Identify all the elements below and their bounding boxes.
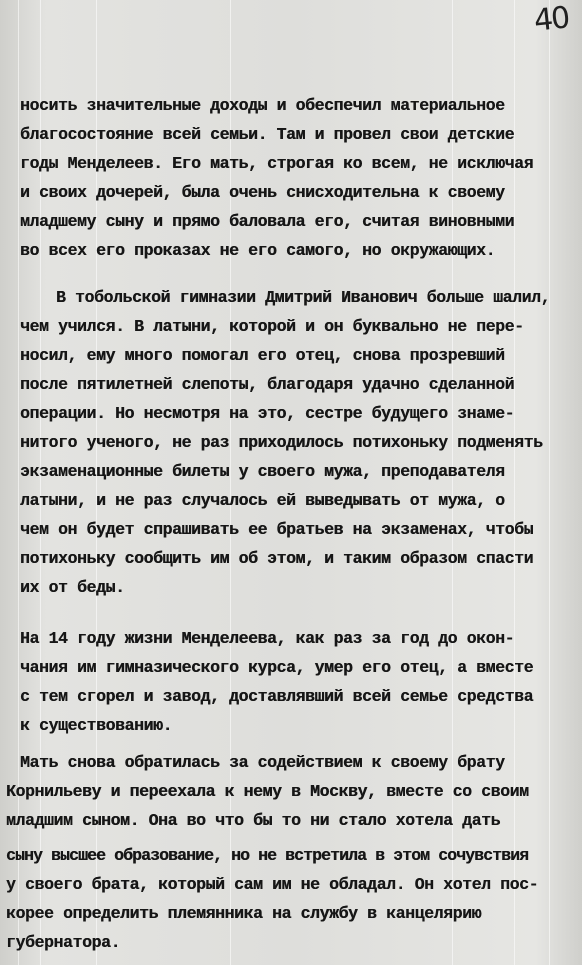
- text-line: благосостояние всей семьи. Там и провел свои детские: [20, 125, 515, 144]
- text-line: годы Менделеев. Его мать, строгая ко всем, не исключая: [20, 154, 534, 173]
- text-line: экзаменационные билеты у своего мужа, преподавателя: [20, 462, 505, 481]
- text-line: младшим сыном. Она во что бы то ни стало хотела дать: [6, 811, 501, 830]
- text-line: чания им гимназического курса, умер его отец, а вместе: [20, 658, 534, 677]
- text-line: Корнильеву и переехала к нему в Москву, вместе со своим: [6, 782, 529, 801]
- scan-streak: [549, 0, 550, 965]
- text-line: и своих дочерей, была очень снисходительна к своему: [20, 183, 505, 202]
- text-line: их от беды.: [20, 578, 125, 597]
- text-line: В тобольской гимназии Дмитрий Иванович больше шалил,: [56, 288, 551, 307]
- text-line: губернатора.: [6, 933, 121, 952]
- text-line: у своего брата, который сам им не обладал. Он хотел пос-: [6, 875, 539, 894]
- text-line: корее определить племянника на службу в канцелярию: [6, 904, 482, 923]
- text-line: носить значительные доходы и обеспечил материальное: [20, 96, 505, 115]
- text-line: чем он будет спрашивать ее братьев на экзаменах, чтобы: [20, 520, 534, 539]
- text-line: младшему сыну и прямо баловала его, считая виновными: [20, 212, 515, 231]
- text-line: нитого ученого, не раз приходилось потихоньку подменять: [20, 433, 543, 452]
- text-line: На 14 году жизни Менделеева, как раз за год до окон-: [20, 629, 515, 648]
- text-line: к существованию.: [20, 716, 173, 735]
- text-line: во всех его проказах не его самого, но окружающих.: [20, 241, 496, 260]
- text-line: сыну высшее образование, но не встретила в этом сочувствия: [6, 846, 529, 865]
- scan-streak: [514, 0, 515, 965]
- page-number: 40: [532, 0, 570, 39]
- text-line: Мать снова обратилась за содействием к своему брату: [20, 753, 505, 772]
- text-line: чем учился. В латыни, которой и он буквально не пере-: [20, 317, 524, 336]
- text-line: носил, ему много помогал его отец, снова прозревший: [20, 346, 505, 365]
- text-line: после пятилетней слепоты, благодаря удачно сделанной: [20, 375, 515, 394]
- text-line: потихоньку сообщить им об этом, и таким образом спасти: [20, 549, 534, 568]
- text-line: операции. Но несмотря на это, сестре будущего знаме-: [20, 404, 515, 423]
- text-line: латыни, и не раз случалось ей выведывать от мужа, о: [20, 491, 505, 510]
- text-line: с тем сгорел и завод, доставлявший всей семье средства: [20, 687, 534, 706]
